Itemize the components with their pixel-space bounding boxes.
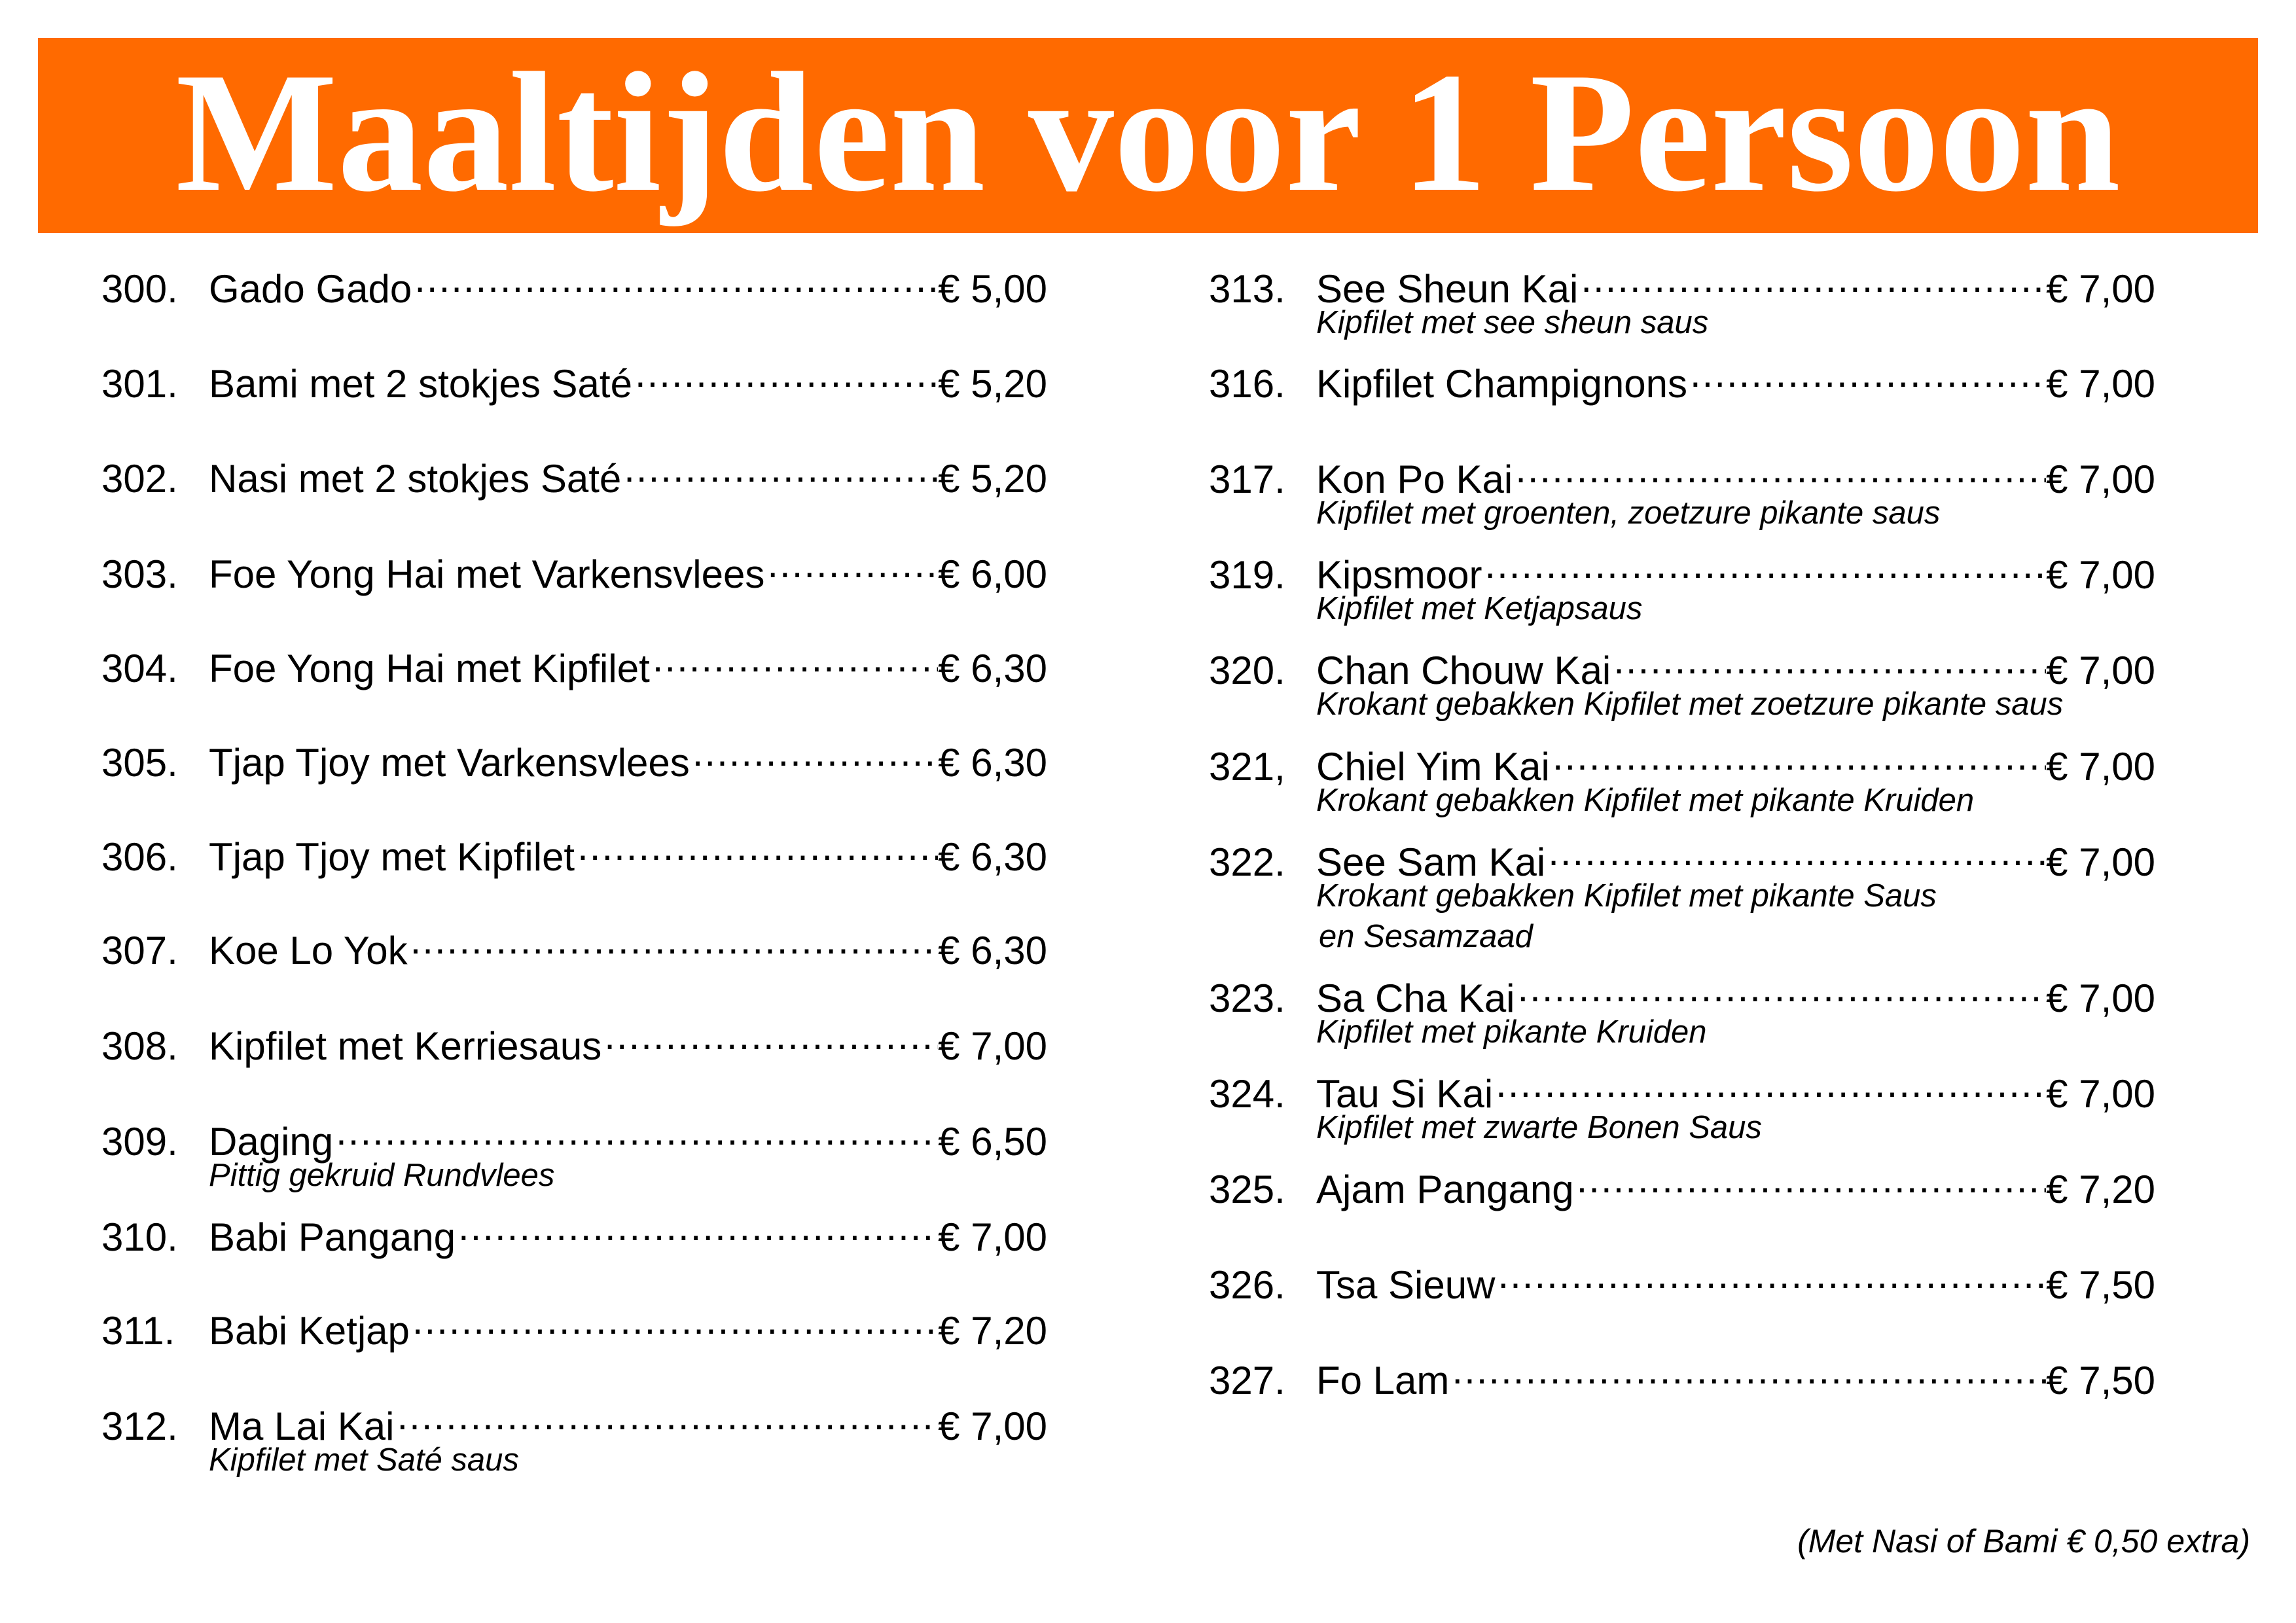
menu-item — [101, 1393, 1047, 1480]
dot-leader — [414, 255, 938, 302]
dot-leader — [767, 541, 938, 588]
item-number: 319. — [1209, 553, 1285, 597]
item-name: Tsa Sieuw — [1316, 1263, 1496, 1307]
item-description: Kipfilet met groenten, zoetzure pikante saus — [1316, 495, 1941, 531]
item-number: 325. — [1209, 1168, 1285, 1211]
page-title: Maaltijden voor 1 Persoon — [175, 37, 2121, 227]
item-price: € 7,00 — [2046, 266, 2155, 313]
menu-item — [101, 445, 1047, 501]
item-name: See Sam Kai — [1316, 840, 1546, 884]
title-banner — [38, 38, 2258, 233]
item-price: € 7,00 — [2046, 1071, 2155, 1118]
item-number: 321, — [1209, 745, 1285, 789]
item-name: Fo Lam — [1316, 1359, 1450, 1402]
item-name: Sa Cha Kai — [1316, 976, 1515, 1020]
item-name: Foe Yong Hai met Varkensvlees — [209, 552, 765, 596]
item-description: Kipfilet met see sheun saus — [1316, 305, 1709, 340]
dot-leader — [1518, 965, 2047, 1012]
item-number: 302. — [101, 457, 178, 501]
dot-leader — [577, 823, 938, 870]
menu-item-line — [1209, 1156, 2155, 1211]
dot-leader — [1452, 1347, 2046, 1394]
item-price: € 7,50 — [2046, 1357, 2155, 1404]
menu-item — [101, 255, 1047, 311]
item-description: Kipfilet met Ketjapsaus — [1316, 591, 1643, 626]
item-number: 326. — [1209, 1263, 1285, 1307]
menu-item — [1209, 255, 2155, 343]
item-number: 323. — [1209, 976, 1285, 1020]
menu-item — [1209, 350, 2155, 406]
menu-item-line — [101, 917, 1047, 972]
menu-item-line — [1209, 637, 2155, 692]
item-number: 300. — [101, 267, 178, 311]
menu-item — [101, 1108, 1047, 1196]
item-name: Nasi met 2 stokjes Saté — [209, 457, 622, 501]
menu-item-line — [1209, 733, 2155, 789]
item-name: Babi Pangang — [209, 1215, 456, 1259]
menu-item — [1209, 829, 2155, 957]
menu-item-line — [1209, 1347, 2155, 1402]
item-name: Tjap Tjoy met Varkensvlees — [209, 741, 690, 785]
item-name: Kipfilet met Kerriesaus — [209, 1024, 602, 1068]
menu-item — [1209, 637, 2155, 724]
item-number: 324. — [1209, 1072, 1285, 1116]
item-name: Kipfilet Champignons — [1316, 362, 1687, 406]
menu-item-line — [101, 541, 1047, 596]
dot-leader — [1548, 829, 2046, 876]
menu-item-line — [101, 823, 1047, 879]
item-number: 310. — [101, 1215, 178, 1259]
dot-leader — [1690, 350, 2046, 397]
dot-leader — [624, 445, 938, 492]
dot-leader — [412, 1297, 938, 1344]
menu-item-line — [1209, 255, 2155, 311]
menu-item — [101, 1297, 1047, 1353]
item-number: 301. — [101, 362, 178, 406]
item-description: Krokant gebakken Kipfilet met zoetzure pikante saus — [1316, 687, 2064, 722]
dot-leader — [1552, 733, 2046, 780]
item-price: € 5,20 — [938, 455, 1047, 503]
menu-item-line — [101, 350, 1047, 406]
menu-item — [101, 350, 1047, 406]
item-description-continued: en Sesamzaad — [1319, 919, 1533, 954]
menu-item — [1209, 541, 2155, 629]
item-number: 311. — [101, 1309, 175, 1353]
dot-leader — [635, 350, 938, 397]
menu-item-line — [1209, 1060, 2155, 1116]
menu-item — [1209, 733, 2155, 821]
item-name: Tjap Tjoy met Kipfilet — [209, 835, 575, 879]
item-number: 316. — [1209, 362, 1285, 406]
item-description: Kipfilet met pikante Kruiden — [1316, 1014, 1707, 1050]
item-price: € 7,00 — [2046, 456, 2155, 503]
menu-item-line — [101, 1012, 1047, 1068]
item-name: Ajam Pangang — [1316, 1168, 1574, 1211]
menu-item-line — [1209, 350, 2155, 406]
item-description: Kipfilet met zwarte Bonen Saus — [1316, 1110, 1762, 1145]
menu-item — [101, 541, 1047, 596]
item-number: 313. — [1209, 267, 1285, 311]
menu-item-line — [101, 1393, 1047, 1448]
item-price: € 7,00 — [2046, 839, 2155, 886]
dot-leader — [653, 635, 938, 682]
item-name: See Sheun Kai — [1316, 267, 1579, 311]
item-price: € 7,00 — [2046, 361, 2155, 408]
menu-item-line — [101, 255, 1047, 311]
menu-item-line — [1209, 446, 2155, 501]
item-number: 320. — [1209, 649, 1285, 692]
menu-item-line — [101, 729, 1047, 785]
item-price: € 6,30 — [938, 645, 1047, 692]
dot-leader — [1496, 1060, 2046, 1107]
dot-leader — [1484, 541, 2046, 588]
item-price: € 7,20 — [938, 1308, 1047, 1355]
item-price: € 5,00 — [938, 266, 1047, 313]
item-price: € 6,30 — [938, 927, 1047, 974]
dot-leader — [410, 917, 939, 964]
item-name: Daging — [209, 1120, 334, 1164]
item-number: 327. — [1209, 1359, 1285, 1402]
menu-item — [101, 1204, 1047, 1259]
item-price: € 7,50 — [2046, 1262, 2155, 1309]
item-price: € 6,00 — [938, 551, 1047, 598]
item-number: 303. — [101, 552, 178, 596]
item-description: Krokant gebakken Kipfilet met pikante Kruiden — [1316, 783, 1975, 818]
item-name: Kon Po Kai — [1316, 457, 1513, 501]
menu-item — [1209, 446, 2155, 533]
item-price: € 6,50 — [938, 1118, 1047, 1166]
dot-leader — [1581, 255, 2046, 302]
item-description: Pittig gekruid Rundvlees — [209, 1158, 555, 1193]
menu-item-line — [1209, 1251, 2155, 1307]
menu-item-line — [101, 1108, 1047, 1164]
item-number: 306. — [101, 835, 178, 879]
menu-item-line — [101, 635, 1047, 690]
item-number: 308. — [101, 1024, 178, 1068]
item-name: Gado Gado — [209, 267, 412, 311]
dot-leader — [336, 1108, 938, 1155]
item-price: € 7,00 — [938, 1214, 1047, 1261]
item-number: 307. — [101, 929, 178, 972]
item-name: Babi Ketjap — [209, 1309, 410, 1353]
menu-item — [101, 917, 1047, 972]
item-price: € 7,20 — [2046, 1166, 2155, 1213]
menu-item — [1209, 965, 2155, 1052]
item-number: 317. — [1209, 457, 1285, 501]
dot-leader — [692, 729, 938, 776]
item-name: Chiel Yim Kai — [1316, 745, 1550, 789]
menu-item-line — [101, 1297, 1047, 1353]
item-number: 305. — [101, 741, 178, 785]
item-name: Chan Chouw Kai — [1316, 649, 1611, 692]
menu-item — [101, 823, 1047, 879]
item-price: € 7,00 — [2046, 975, 2155, 1022]
item-price: € 5,20 — [938, 361, 1047, 408]
item-description: Kipfilet met Saté saus — [209, 1442, 519, 1478]
menu-item — [1209, 1251, 2155, 1307]
dot-leader — [1577, 1156, 2047, 1203]
item-number: 304. — [101, 647, 178, 690]
menu-item-line — [1209, 965, 2155, 1020]
menu-item — [101, 729, 1047, 785]
item-price: € 7,00 — [2046, 743, 2155, 791]
menu-item — [101, 635, 1047, 690]
menu-item-line — [101, 445, 1047, 501]
item-number: 312. — [101, 1404, 178, 1448]
menu-item — [1209, 1156, 2155, 1211]
dot-leader — [397, 1393, 938, 1440]
menu-item-line — [101, 1204, 1047, 1259]
menu-item — [1209, 1347, 2155, 1402]
item-name: Foe Yong Hai met Kipfilet — [209, 647, 650, 690]
item-price: € 7,00 — [938, 1023, 1047, 1070]
menu-item-line — [1209, 829, 2155, 884]
item-name: Ma Lai Kai — [209, 1404, 395, 1448]
item-description: Krokant gebakken Kipfilet met pikante Saus — [1316, 878, 1937, 914]
menu-item-line — [1209, 541, 2155, 597]
item-price: € 6,30 — [938, 834, 1047, 881]
dot-leader — [1498, 1251, 2046, 1298]
item-number: 309. — [101, 1120, 178, 1164]
item-name: Kipsmoor — [1316, 553, 1482, 597]
item-name: Koe Lo Yok — [209, 929, 408, 972]
item-price: € 6,30 — [938, 740, 1047, 787]
dot-leader — [458, 1204, 938, 1251]
item-price: € 7,00 — [938, 1403, 1047, 1450]
item-price: € 7,00 — [2046, 647, 2155, 694]
item-price: € 7,00 — [2046, 552, 2155, 599]
dot-leader — [1515, 446, 2046, 493]
item-name: Bami met 2 stokjes Saté — [209, 362, 632, 406]
item-name: Tau Si Kai — [1316, 1072, 1494, 1116]
dot-leader — [604, 1012, 938, 1060]
menu-item — [1209, 1060, 2155, 1148]
footnote: (Met Nasi of Bami € 0,50 extra) — [1797, 1523, 2250, 1560]
menu-item — [101, 1012, 1047, 1068]
item-number: 322. — [1209, 840, 1285, 884]
dot-leader — [1613, 637, 2046, 684]
